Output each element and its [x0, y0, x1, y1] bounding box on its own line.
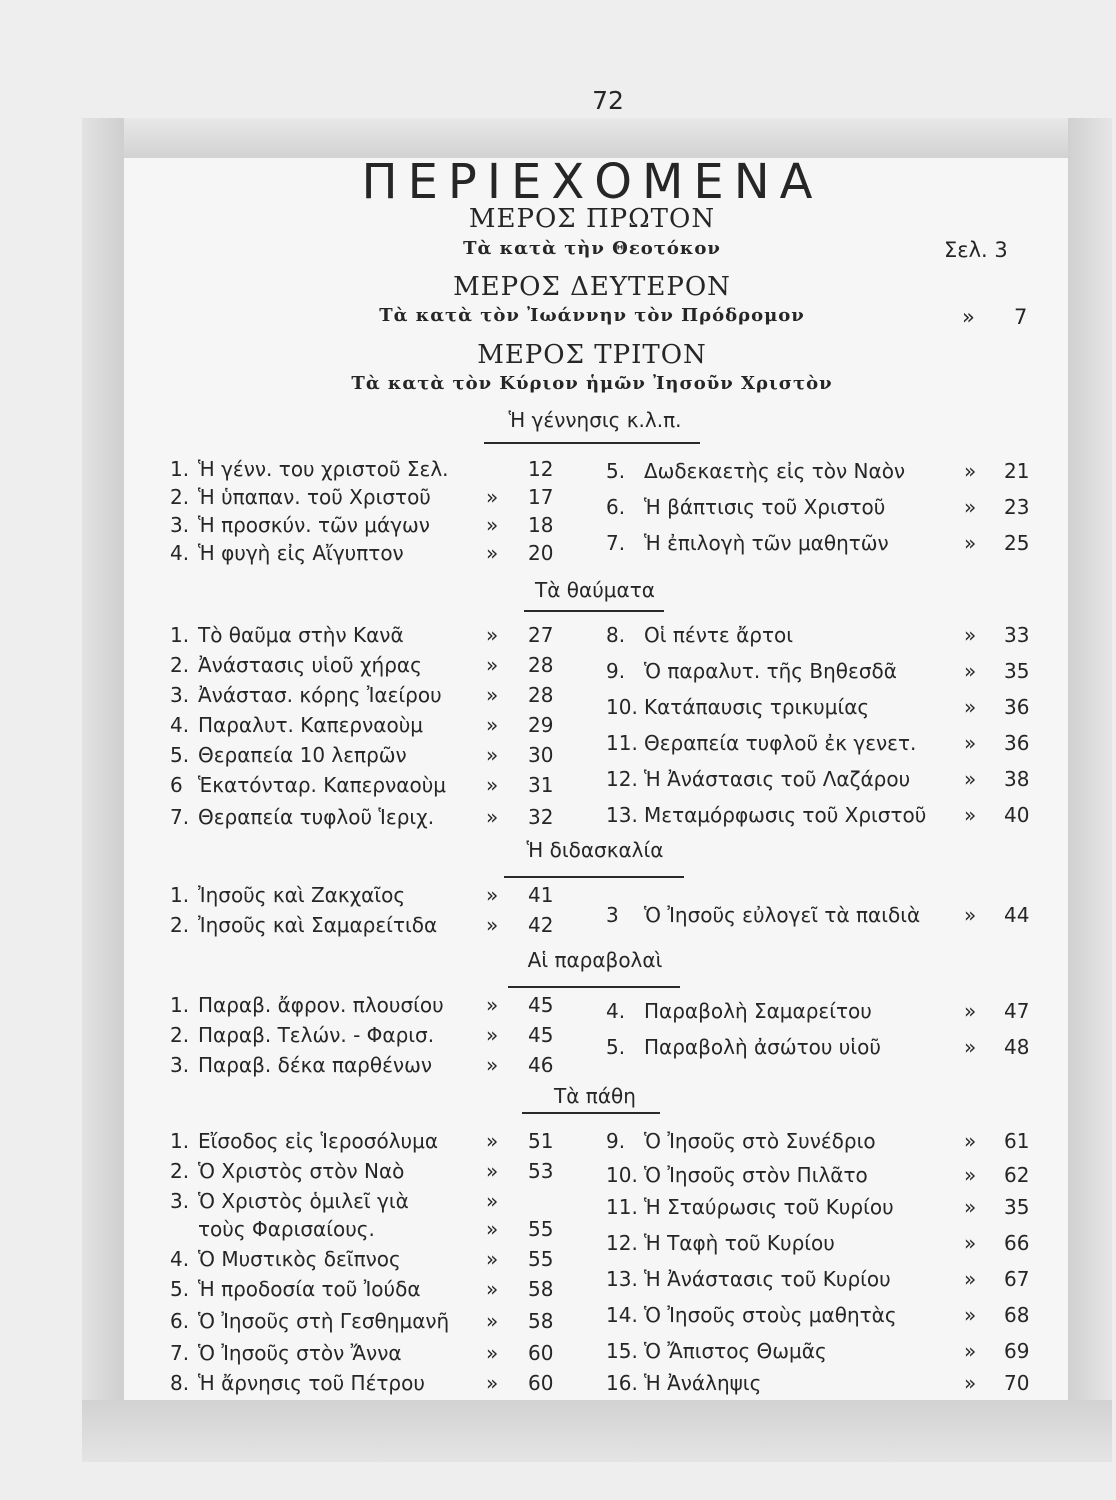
- entry-number: 2.: [170, 653, 190, 677]
- entry-ditto-mark: »: [964, 1163, 977, 1187]
- entry-number: 6.: [606, 495, 626, 519]
- page-shadow-bottom: [82, 1400, 1112, 1462]
- entry-ditto-mark: »: [964, 531, 977, 555]
- entry-title: Ὁ παραλυτ. τῆς Βηθεσδᾶ: [644, 659, 897, 683]
- entry-title: Παραβ. ἄφρον. πλουσίου: [198, 993, 444, 1017]
- entry-ditto-mark: »: [486, 805, 499, 829]
- entry-number: 2.: [170, 913, 190, 937]
- entry-ditto-mark: »: [964, 803, 977, 827]
- entry-ditto-mark: »: [964, 767, 977, 791]
- entry-number: 9.: [606, 659, 626, 683]
- entry-ditto-mark: »: [486, 1371, 499, 1395]
- entry-ditto-mark: »: [964, 695, 977, 719]
- entry-number: 3.: [170, 683, 190, 707]
- entry-ditto-mark: »: [964, 1195, 977, 1219]
- entry-ditto-mark: »: [964, 1371, 977, 1395]
- entry-page: 48: [1004, 1035, 1030, 1059]
- page-number: 72: [592, 86, 624, 115]
- entry-page: 36: [1004, 731, 1030, 755]
- entry-page: 32: [528, 805, 554, 829]
- entry-ditto-mark: »: [486, 1189, 499, 1213]
- entry-ditto-mark: »: [486, 1023, 499, 1047]
- entry-page: 69: [1004, 1339, 1030, 1363]
- entry-ditto-mark: »: [486, 541, 499, 565]
- entry-number: 1.: [170, 457, 190, 481]
- entry-title: Θεραπεία τυφλοῦ ἐκ γενετ.: [644, 731, 917, 755]
- entry-page: 45: [528, 993, 554, 1017]
- entry-page: 12: [528, 457, 554, 481]
- entry-title: Ὁ Ἰησοῦς στὸ Συνέδριο: [644, 1129, 876, 1153]
- entry-page: 31: [528, 773, 554, 797]
- entry-page: 27: [528, 623, 554, 647]
- entry-title: Παραβ. Τελών. - Φαρισ.: [198, 1023, 435, 1047]
- entry-title: Ὁ Ἰησοῦς στὸν Πιλᾶτο: [644, 1163, 868, 1187]
- entry-title: Παραλυτ. Καπερναοὺμ: [198, 713, 423, 737]
- entry-number: 11.: [606, 1195, 638, 1219]
- section-rule-teaching: [504, 876, 684, 878]
- entry-title: Ἡ Ἀνάστασις τοῦ Κυρίου: [644, 1267, 891, 1291]
- part-three-heading: ΜΕΡΟΣ ΤΡΙΤΟΝ: [477, 340, 707, 370]
- entry-ditto-mark: »: [486, 1247, 499, 1271]
- entry-ditto-mark: »: [486, 1053, 499, 1077]
- entry-ditto-mark: »: [964, 731, 977, 755]
- entry-number: 4.: [606, 999, 626, 1023]
- entry-number: 6: [170, 773, 183, 797]
- entry-title: Ὁ Χριστὸς στὸν Ναὸ: [198, 1159, 405, 1183]
- entry-number: 5.: [606, 459, 626, 483]
- entry-title: Παραβ. δέκα παρθένων: [198, 1053, 433, 1077]
- entry-page: 44: [1004, 903, 1030, 927]
- entry-title: Ἡ γένν. του χριστοῦ Σελ.: [198, 457, 449, 481]
- entry-title: Θεραπεία 10 λεπρῶν: [198, 743, 407, 767]
- entry-number: 1.: [170, 883, 190, 907]
- entry-title: Ἰησοῦς καὶ Σαμαρείτιδα: [198, 913, 438, 937]
- entry-ditto-mark: »: [964, 999, 977, 1023]
- entry-page: 23: [1004, 495, 1030, 519]
- entry-title: Ἑκατόνταρ. Καπερναοὺμ: [198, 773, 447, 797]
- part-one-heading: ΜΕΡΟΣ ΠΡΩΤΟΝ: [468, 204, 716, 234]
- entry-title: Ὁ Ἰησοῦς στὸν Ἄννα: [198, 1341, 402, 1365]
- entry-title: Ὁ Χριστὸς ὁμιλεῖ γιὰ: [198, 1189, 409, 1213]
- entry-title: Ἡ φυγὴ εἰς Αἴγυπτον: [198, 541, 404, 565]
- entry-number: 7.: [170, 805, 190, 829]
- entry-number: 4.: [170, 541, 190, 565]
- entry-number: 12.: [606, 767, 638, 791]
- entry-ditto-mark: »: [486, 1341, 499, 1365]
- entry-ditto-mark: »: [486, 993, 499, 1017]
- entry-ditto-mark: »: [486, 1277, 499, 1301]
- entry-number: 5.: [170, 743, 190, 767]
- entry-page: 45: [528, 1023, 554, 1047]
- section-heading-passion: Τὰ πάθη: [554, 1084, 636, 1108]
- entry-title: Ἡ βάπτισις τοῦ Χριστοῦ: [644, 495, 886, 519]
- entry-title: Τὸ θαῦμα στὴν Κανᾶ: [198, 623, 404, 647]
- entry-number: 13.: [606, 1267, 638, 1291]
- entry-title: τοὺς Φαρισαίους.: [198, 1217, 375, 1241]
- entry-title: Δωδεκαετὴς εἰς τὸν Ναὸν: [644, 459, 906, 483]
- entry-title: Ὁ Μυστικὸς δεῖπνος: [198, 1247, 401, 1271]
- entry-ditto-mark: »: [964, 1303, 977, 1327]
- entry-page: 53: [528, 1159, 554, 1183]
- entry-page: 36: [1004, 695, 1030, 719]
- entry-title: Μεταμόρφωσις τοῦ Χριστοῦ: [644, 803, 927, 827]
- entry-number: 3.: [170, 1053, 190, 1077]
- entry-ditto-mark: »: [964, 1267, 977, 1291]
- entry-number: 1.: [170, 1129, 190, 1153]
- entry-ditto-mark: »: [964, 1339, 977, 1363]
- entry-title: Ἡ Ταφὴ τοῦ Κυρίου: [644, 1231, 835, 1255]
- section-rule-passion: [522, 1112, 660, 1114]
- entry-ditto-mark: »: [964, 459, 977, 483]
- entry-ditto-mark: »: [486, 1217, 499, 1241]
- entry-ditto-mark: »: [486, 1129, 499, 1153]
- entry-title: Ἀνάστασ. κόρης Ἰαείρου: [198, 683, 442, 707]
- entry-number: 2.: [170, 1023, 190, 1047]
- entry-page: 60: [528, 1341, 554, 1365]
- section-heading-miracles: Τὰ θαύματα: [535, 578, 655, 602]
- part-two-subtitle: Τὰ κατὰ τὸν Ἰωάννην τὸν Πρόδρομον: [379, 305, 805, 326]
- entry-title: Ὁ Ἰησοῦς στοὺς μαθητὰς: [644, 1303, 897, 1327]
- entry-page: 33: [1004, 623, 1030, 647]
- entry-number: 4.: [170, 713, 190, 737]
- entry-title: Εἴσοδος εἰς Ἱεροσόλυμα: [198, 1129, 439, 1153]
- entry-page: 55: [528, 1217, 554, 1241]
- entry-ditto-mark: »: [964, 1129, 977, 1153]
- entry-page: 20: [528, 541, 554, 565]
- entry-ditto-mark: »: [486, 683, 499, 707]
- entry-number: 7.: [170, 1341, 190, 1365]
- entry-number: 2.: [170, 1159, 190, 1183]
- section-heading-teaching: Ἡ διδασκαλία: [526, 838, 664, 862]
- entry-number: 8.: [170, 1371, 190, 1395]
- entry-page: 62: [1004, 1163, 1030, 1187]
- entry-ditto-mark: »: [964, 903, 977, 927]
- entry-page: 29: [528, 713, 554, 737]
- entry-page: 21: [1004, 459, 1030, 483]
- entry-page: 47: [1004, 999, 1030, 1023]
- section-rule-miracles: [524, 610, 664, 612]
- entry-ditto-mark: »: [486, 913, 499, 937]
- entry-title: Ἰησοῦς καὶ Ζακχαῖος: [198, 883, 406, 907]
- part-three-subtitle: Τὰ κατὰ τὸν Κύριον ἡμῶν Ἰησοῦν Χριστὸν: [351, 373, 833, 394]
- entry-title: Ὁ Ἰησοῦς στὴ Γεσθημανῆ: [198, 1309, 450, 1333]
- part-two-page: 7: [1014, 305, 1028, 329]
- entry-ditto-mark: »: [964, 623, 977, 647]
- entry-title: Οἱ πέντε ἄρτοι: [644, 623, 794, 647]
- entry-page: 51: [528, 1129, 554, 1153]
- entry-number: 16.: [606, 1371, 638, 1395]
- entry-page: 28: [528, 683, 554, 707]
- entry-page: 35: [1004, 659, 1030, 683]
- section-heading-birth: Ἡ γέννησις κ.λ.π.: [508, 408, 682, 432]
- entry-number: 7.: [606, 531, 626, 555]
- entry-ditto-mark: »: [486, 773, 499, 797]
- entry-page: 66: [1004, 1231, 1030, 1255]
- entry-number: 10.: [606, 1163, 638, 1187]
- part-one-page: Σελ. 3: [944, 238, 1008, 262]
- entry-number: 6.: [170, 1309, 190, 1333]
- entry-number: 14.: [606, 1303, 638, 1327]
- entry-ditto-mark: »: [486, 743, 499, 767]
- entry-page: 40: [1004, 803, 1030, 827]
- entry-ditto-mark: »: [486, 485, 499, 509]
- entry-title: Θεραπεία τυφλοῦ Ἱεριχ.: [198, 805, 435, 829]
- entry-title: Ὁ Ἰησοῦς εὐλογεῖ τὰ παιδιὰ: [644, 903, 921, 927]
- entry-title: Ἡ προδοσία τοῦ Ἰούδα: [198, 1277, 421, 1301]
- section-heading-parables: Αἱ παραβολαὶ: [527, 948, 663, 972]
- entry-title: Παραβολὴ Σαμαρείτου: [644, 999, 872, 1023]
- entry-page: 35: [1004, 1195, 1030, 1219]
- entry-title: Ἡ ἐπιλογὴ τῶν μαθητῶν: [644, 531, 889, 555]
- entry-page: 55: [528, 1247, 554, 1271]
- entry-page: 41: [528, 883, 554, 907]
- entry-ditto-mark: »: [964, 1035, 977, 1059]
- entry-ditto-mark: »: [964, 659, 977, 683]
- entry-number: 12.: [606, 1231, 638, 1255]
- part-one-subtitle: Τὰ κατὰ τὴν Θεοτόκον: [463, 238, 721, 259]
- entry-title: Ἡ Σταύρωσις τοῦ Κυρίου: [644, 1195, 894, 1219]
- part-two-heading: ΜΕΡΟΣ ΔΕΥΤΕΡΟΝ: [453, 272, 731, 302]
- entry-title: Ἡ Ἀνάληψις: [644, 1371, 762, 1395]
- entry-page: 17: [528, 485, 554, 509]
- entry-number: 8.: [606, 623, 626, 647]
- entry-title: Ἡ ὑπαπαν. τοῦ Χριστοῦ: [198, 485, 431, 509]
- entry-number: 10.: [606, 695, 638, 719]
- entry-page: 46: [528, 1053, 554, 1077]
- entry-page: 30: [528, 743, 554, 767]
- entry-title: Παραβολὴ ἀσώτου υἱοῦ: [644, 1035, 881, 1059]
- entry-title: Ἡ Ἀνάστασις τοῦ Λαζάρου: [644, 767, 911, 791]
- entry-number: 4.: [170, 1247, 190, 1271]
- entry-ditto-mark: »: [486, 1309, 499, 1333]
- entry-number: 9.: [606, 1129, 626, 1153]
- entry-number: 1.: [170, 623, 190, 647]
- entry-page: 28: [528, 653, 554, 677]
- entry-ditto-mark: »: [486, 1159, 499, 1183]
- entry-title: Ἀνάστασις υἱοῦ χήρας: [198, 653, 422, 677]
- page-shadow-top: [82, 118, 1112, 158]
- entry-page: 25: [1004, 531, 1030, 555]
- entry-page: 60: [528, 1371, 554, 1395]
- entry-page: 68: [1004, 1303, 1030, 1327]
- entry-page: 58: [528, 1277, 554, 1301]
- entry-number: 1.: [170, 993, 190, 1017]
- entry-page: 58: [528, 1309, 554, 1333]
- entry-number: 11.: [606, 731, 638, 755]
- part-two-page-mark: »: [962, 305, 975, 329]
- entry-number: 3.: [170, 1189, 190, 1213]
- entry-page: 67: [1004, 1267, 1030, 1291]
- entry-number: 5.: [170, 1277, 190, 1301]
- entry-page: 61: [1004, 1129, 1030, 1153]
- entry-ditto-mark: »: [486, 653, 499, 677]
- entry-number: 2.: [170, 485, 190, 509]
- section-rule-birth: [484, 442, 700, 444]
- entry-title: Ἡ προσκύν. τῶν μάγων: [198, 513, 430, 537]
- entry-number: 15.: [606, 1339, 638, 1363]
- entry-page: 18: [528, 513, 554, 537]
- entry-ditto-mark: »: [486, 883, 499, 907]
- contents-title: ΠΕΡΙΕΧΟΜΕΝΑ: [361, 154, 823, 210]
- entry-ditto-mark: »: [486, 513, 499, 537]
- entry-number: 13.: [606, 803, 638, 827]
- entry-title: Ὁ Ἄπιστος Θωμᾶς: [644, 1339, 827, 1363]
- section-rule-parables: [508, 986, 680, 988]
- entry-page: 38: [1004, 767, 1030, 791]
- entry-page: 70: [1004, 1371, 1030, 1395]
- entry-number: 3: [606, 903, 619, 927]
- entry-title: Ἡ ἄρνησις τοῦ Πέτρου: [198, 1371, 425, 1395]
- entry-ditto-mark: »: [964, 495, 977, 519]
- entry-title: Κατάπαυσις τρικυμίας: [644, 695, 870, 719]
- entry-number: 3.: [170, 513, 190, 537]
- entry-ditto-mark: »: [486, 623, 499, 647]
- entry-ditto-mark: »: [486, 713, 499, 737]
- entry-number: 5.: [606, 1035, 626, 1059]
- entry-ditto-mark: »: [964, 1231, 977, 1255]
- entry-page: 42: [528, 913, 554, 937]
